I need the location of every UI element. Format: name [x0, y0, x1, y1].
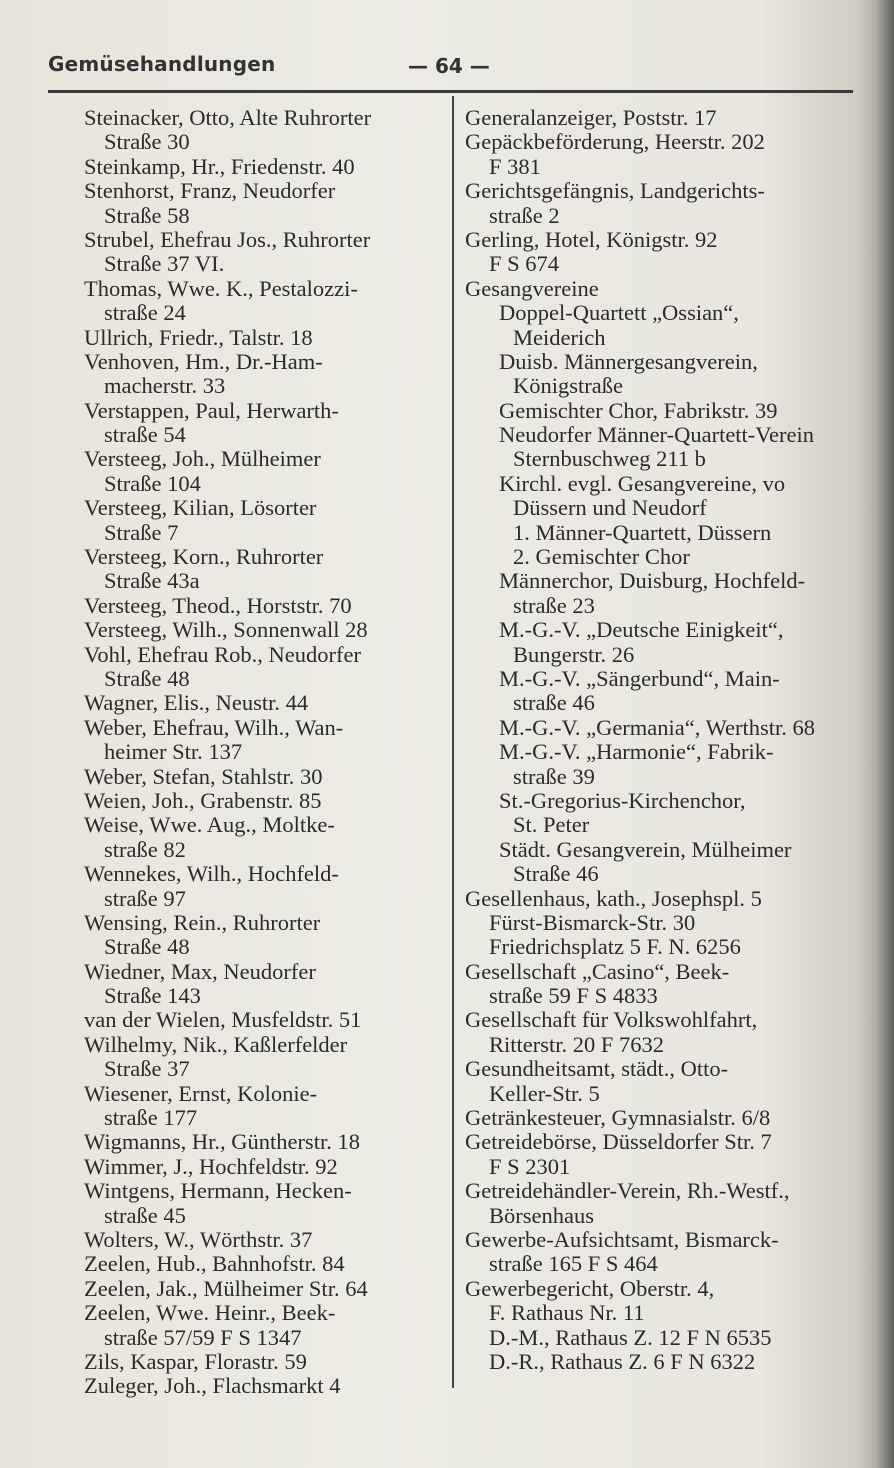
directory-line: St. Peter: [513, 813, 590, 838]
directory-line: heimer Str. 137: [104, 740, 243, 765]
directory-line: Meiderich: [513, 325, 606, 350]
directory-line: Gepäckbeförderung, Heerstr. 202: [465, 130, 765, 155]
directory-line: straße 2: [489, 203, 560, 228]
directory-line: Stenhorst, Franz, Neudorfer: [84, 179, 336, 204]
directory-line: Duisb. Männergesangverein,: [499, 349, 758, 374]
directory-line: F S 2301: [489, 1154, 571, 1179]
directory-line: straße 57/59 F S 1347: [104, 1325, 302, 1350]
directory-line: Gerling, Hotel, Königstr. 92: [465, 227, 718, 252]
directory-line: M.-G.-V. „Harmonie“, Fabrik-: [499, 740, 774, 765]
directory-line: Wiedner, Max, Neudorfer: [84, 959, 316, 984]
directory-line: Ullrich, Friedr., Talstr. 18: [84, 325, 313, 350]
directory-line: Zeelen, Hub., Bahnhofstr. 84: [84, 1252, 345, 1277]
directory-line: Wigmanns, Hr., Güntherstr. 18: [84, 1130, 360, 1155]
directory-line: Keller-Str. 5: [489, 1081, 600, 1106]
directory-line: Steinkamp, Hr., Friedenstr. 40: [84, 154, 355, 179]
directory-line: Weise, Wwe. Aug., Moltke-: [84, 813, 335, 838]
directory-line: straße 177: [104, 1106, 198, 1131]
directory-line: Bungerstr. 26: [513, 642, 635, 667]
left-column: [84, 106, 436, 1399]
directory-line: Ritterstr. 20 F 7632: [489, 1032, 665, 1057]
directory-line: straße 97: [104, 886, 186, 911]
directory-line: Straße 48: [104, 935, 190, 960]
directory-line: Wintgens, Hermann, Hecken-: [84, 1179, 352, 1204]
directory-line: St.-Gregorius-Kirchenchor,: [499, 788, 746, 813]
directory-line: Straße 104: [104, 471, 201, 496]
directory-line: straße 45: [104, 1203, 186, 1228]
page-header: [48, 52, 853, 86]
directory-line: Wagner, Elis., Neustr. 44: [84, 691, 309, 716]
directory-line: Wensing, Rein., Ruhrorter: [84, 910, 321, 935]
directory-line: Getreidebörse, Düsseldorfer Str. 7: [465, 1130, 772, 1155]
directory-line: D.-M., Rathaus Z. 12 F N 6535: [489, 1325, 772, 1350]
directory-line: Gesellenhaus, kath., Josephspl. 5: [465, 886, 762, 911]
directory-line: Städt. Gesangverein, Mülheimer: [499, 837, 792, 862]
directory-line: Straße 143: [104, 984, 201, 1009]
directory-line: Versteeg, Kilian, Lösorter: [84, 496, 317, 521]
directory-line: straße 59 F S 4833: [489, 984, 658, 1009]
directory-line: straße 24: [104, 301, 186, 326]
directory-line: straße 54: [104, 423, 186, 448]
directory-line: Versteeg, Korn., Ruhrorter: [84, 545, 324, 570]
directory-line: Straße 37: [104, 1057, 190, 1082]
directory-line: Getränkesteuer, Gymnasialstr. 6/8: [465, 1106, 771, 1131]
directory-line: F S 674: [489, 252, 560, 277]
directory-line: M.-G.-V. „Germania“, Werthstr. 68: [499, 715, 816, 740]
directory-line: Gemischter Chor, Fabrikstr. 39: [499, 398, 778, 423]
directory-line: Generalanzeiger, Poststr. 17: [465, 106, 717, 130]
directory-line: M.-G.-V. „Deutsche Einigkeit“,: [499, 618, 784, 643]
directory-line: straße 39: [513, 764, 595, 789]
directory-line: Weien, Joh., Grabenstr. 85: [84, 788, 322, 813]
directory-line: Gewerbegericht, Oberstr. 4,: [465, 1276, 715, 1301]
directory-line: 2. Gemischter Chor: [513, 545, 690, 570]
header-rule: [48, 90, 853, 93]
directory-line: Weber, Stefan, Stahlstr. 30: [84, 764, 323, 789]
directory-line: Wolters, W., Wörthstr. 37: [84, 1227, 313, 1252]
directory-line: Straße 48: [104, 666, 190, 691]
running-head: Gemüsehandlungen: [48, 52, 276, 76]
directory-line: Wimmer, J., Hochfeldstr. 92: [84, 1154, 338, 1179]
directory-line: Steinacker, Otto, Alte Ruhrorter: [84, 106, 372, 130]
book-gutter-shadow: [874, 0, 894, 1468]
directory-line: F 381: [489, 154, 541, 179]
directory-line: Gewerbe-Aufsichtsamt, Bismarck-: [465, 1227, 779, 1252]
directory-line: Getreidehändler-Verein, Rh.-Westf.,: [465, 1179, 790, 1204]
directory-line: Versteeg, Theod., Horststr. 70: [84, 593, 352, 618]
directory-line: Venhoven, Hm., Dr.-Ham-: [84, 349, 323, 374]
directory-line: Gesangvereine: [465, 276, 599, 301]
directory-line: Gesundheitsamt, städt., Otto-: [465, 1057, 729, 1082]
directory-line: Neudorfer Männer-Quartett-Verein: [499, 423, 815, 448]
page-number: — 64 —: [408, 54, 490, 78]
directory-line: Wiesener, Ernst, Kolonie-: [84, 1081, 318, 1106]
directory-line: Zeelen, Jak., Mülheimer Str. 64: [84, 1276, 368, 1301]
directory-line: Strubel, Ehefrau Jos., Ruhrorter: [84, 227, 371, 252]
directory-line: straße 23: [513, 593, 595, 618]
directory-line: F. Rathaus Nr. 11: [489, 1301, 645, 1326]
directory-line: Verstappen, Paul, Herwarth-: [84, 398, 339, 423]
directory-line: straße 82: [104, 837, 186, 862]
directory-line: Düssern und Neudorf: [513, 496, 707, 521]
directory-line: Kirchl. evgl. Gesangvereine, vo: [499, 471, 786, 496]
directory-line: Zuleger, Joh., Flachsmarkt 4: [84, 1374, 341, 1399]
directory-line: straße 165 F S 464: [489, 1252, 658, 1277]
directory-line: Friedrichsplatz 5 F. N. 6256: [489, 935, 741, 960]
directory-line: Vohl, Ehefrau Rob., Neudorfer: [84, 642, 362, 667]
directory-line: Männerchor, Duisburg, Hochfeld-: [499, 569, 806, 594]
directory-line: Gesellschaft „Casino“, Beek-: [465, 959, 730, 984]
directory-line: Doppel-Quartett „Ossian“,: [499, 301, 739, 326]
directory-line: Gesellschaft für Volkswohlfahrt,: [465, 1008, 758, 1033]
directory-line: 1. Männer-Quartett, Düssern: [513, 520, 772, 545]
directory-line: Straße 30: [104, 130, 190, 155]
directory-line: Weber, Ehefrau, Wilh., Wan-: [84, 715, 344, 740]
directory-line: Versteeg, Wilh., Sonnenwall 28: [84, 618, 368, 643]
directory-line: Sternbuschweg 211 b: [513, 447, 706, 472]
directory-line: Börsenhaus: [489, 1203, 594, 1228]
column-divider: [452, 96, 454, 1388]
directory-line: Straße 7: [104, 520, 179, 545]
directory-line: Königstraße: [513, 374, 623, 399]
directory-line: Wennekes, Wilh., Hochfeld-: [84, 862, 339, 887]
directory-line: macherstr. 33: [104, 374, 226, 399]
directory-line: Gerichtsgefängnis, Landgerichts-: [465, 179, 765, 204]
directory-line: M.-G.-V. „Sängerbund“, Main-: [499, 666, 780, 691]
directory-line: D.-R., Rathaus Z. 6 F N 6322: [489, 1349, 756, 1374]
directory-line: straße 46: [513, 691, 595, 716]
directory-line: Straße 46: [513, 862, 599, 887]
directory-line: Fürst-Bismarck-Str. 30: [489, 910, 696, 935]
right-column: [465, 106, 857, 1374]
directory-line: Thomas, Wwe. K., Pestalozzi-: [84, 276, 358, 301]
directory-line: Straße 43a: [104, 569, 200, 594]
directory-line: Versteeg, Joh., Mülheimer: [84, 447, 321, 472]
directory-line: Zeelen, Wwe. Heinr., Beek-: [84, 1301, 336, 1326]
directory-line: Straße 58: [104, 203, 190, 228]
directory-line: Straße 37 VI.: [104, 252, 225, 277]
directory-line: van der Wielen, Musfeldstr. 51: [84, 1008, 362, 1033]
directory-line: Wilhelmy, Nik., Kaßlerfelder: [84, 1032, 348, 1057]
directory-line: Zils, Kaspar, Florastr. 59: [84, 1349, 307, 1374]
